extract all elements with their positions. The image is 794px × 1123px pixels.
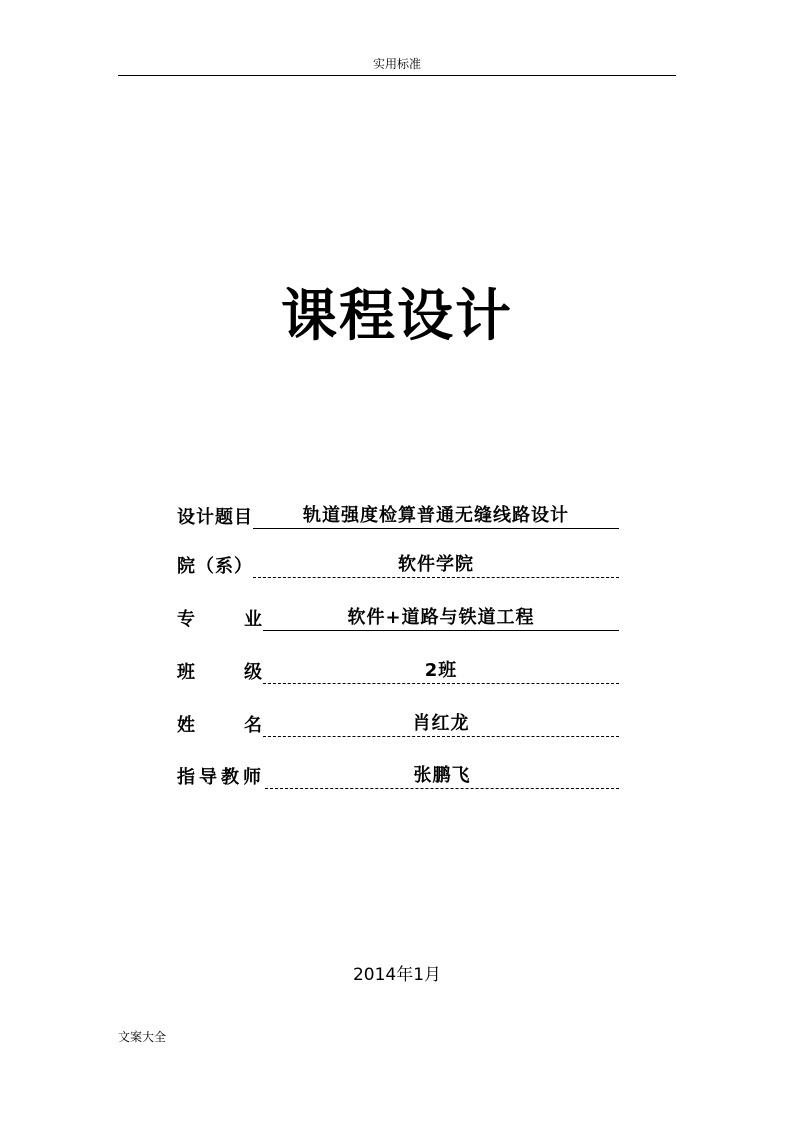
major-label-part-1: 专: [177, 609, 196, 630]
info-row-topic: [177, 503, 619, 529]
info-row-class: [177, 658, 619, 684]
page-header-text: 实用标准: [372, 57, 421, 71]
major-value: 软件+道路与铁道工程: [263, 607, 619, 631]
info-row-advisor: [177, 763, 619, 789]
info-row-major: [177, 605, 619, 631]
name-label-part-1: 姓: [177, 715, 196, 736]
header-divider: [118, 75, 676, 76]
class-label-part-1: 班: [177, 662, 196, 683]
info-row-name: [177, 711, 619, 737]
class-value: 2班: [263, 660, 619, 684]
advisor-value: 张鹏飞: [265, 765, 619, 789]
class-label-part-2: 级: [244, 662, 263, 683]
info-row-department: [177, 552, 619, 578]
page-footer-text: 文案大全: [118, 1030, 167, 1044]
document-title: 课程设计: [281, 284, 513, 349]
name-label-part-2: 名: [244, 715, 263, 736]
topic-label: 设计题目: [177, 507, 253, 528]
department-value: 软件学院: [253, 554, 619, 578]
major-label: [177, 609, 263, 631]
major-label-part-2: 业: [244, 609, 263, 630]
department-label: 院（系）: [177, 556, 253, 577]
class-label: [177, 662, 263, 684]
topic-value: 轨道强度检算普通无缝线路设计: [253, 505, 619, 529]
name-value: 肖红龙: [263, 713, 619, 737]
name-label: [177, 715, 263, 737]
advisor-label: 指导教师: [177, 767, 265, 788]
document-date: 2014年1月: [352, 965, 442, 985]
